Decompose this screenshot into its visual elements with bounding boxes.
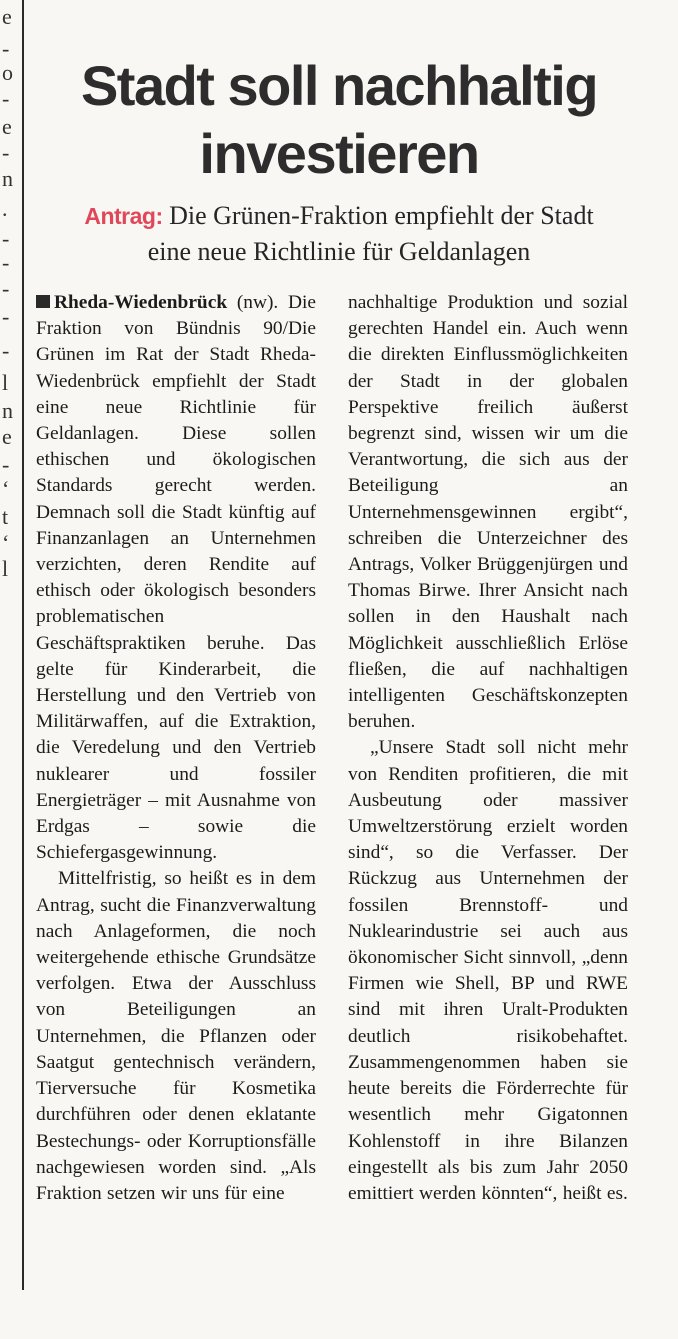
subheadline-line-2: eine neue Richtlinie für Geldanlagen bbox=[147, 237, 531, 266]
kicker-label: Antrag: bbox=[84, 203, 163, 229]
headline-line-1: Stadt soll nachhaltig bbox=[80, 54, 598, 117]
neighbor-column-fragment: e - o - e - n . - - - - - l n e - ‘ t ‘ l bbox=[2, 4, 13, 581]
dateline: Rheda-Wiedenbrück bbox=[54, 292, 228, 313]
article-column-right bbox=[348, 290, 628, 1207]
article-paragraph: nachhaltige Produktion und sozial gerechten Handel ein. Auch wenn die direkten Einflussmöglichkeiten der Stadt in der globalen Perspektive freilich äußerst begrenzt sind, wissen wir um die Verantwortung, die sich aus der Beteiligung an Unternehmensgewinnen ergibt“, schreiben die Unterzeichner des Antrags, Volker Brüggenjürgen und Thomas Birwe. Ihrer Ansicht nach sollen in den Haushalt nach Möglichkeit ausschließlich Erlöse fließen, die auf nachhaltigen intelligenten Geschäftskonzepten beruhen. bbox=[348, 292, 628, 733]
article-paragraph bbox=[36, 290, 316, 866]
subheadline-text-1: Die Grünen-Fraktion empfiehlt der Stadt bbox=[169, 201, 594, 230]
article-paragraph-text: Die Fraktion von Bündnis 90/Die Grünen im Rat der Stadt Rheda-Wiedenbrück empfiehlt der Stadt eine neue Richtlinie für Geldanlagen. Diese sollen ethischen und ökologischen Standards gerecht werden. Demnach soll die Stadt künftig auf Finanzanlagen an Unternehmen verzichten, deren Rendite auf ethisch oder ökologisch besonders problematischen Geschäftspraktiken beruhe. Das gelte für Kinderarbeit, die Herstellung und den Vertrieb von Militärwaffen, auf die Extraktion, die Veredelung und den Vertrieb nuklearer und fossiler Energieträger – mit Ausnahme von Erdgas – sowie die Schiefergasgewinnung. bbox=[36, 292, 316, 864]
subheadline-line-1 bbox=[30, 198, 648, 234]
dateline-square-icon bbox=[36, 295, 50, 308]
source-tag: (nw). bbox=[236, 292, 279, 313]
article-paragraph: „Unsere Stadt soll nicht mehr von Renditen profitieren, die mit Ausbeutung oder massiver Umweltzerstörung erzielt worden sind“, so die Verfasser. Der Rückzug aus Unternehmen der fossilen Brennstoff- und Nuklearindustrie sei auch aus ökonomischer Sicht sinnvoll, „denn Firmen wie Shell, BP und RWE sind mit ihren Uralt-Produkten deutlich risikobehaftet. Zusammengenommen haben sie heute bereits die Förderrechte für wesentlich mehr Gigatonnen Kohlenstoff in ihre Bilanzen eingestellt als bis zum Jahr 2050 emittiert werden könnten“, heißt es. bbox=[348, 737, 628, 1204]
article-column-left bbox=[36, 290, 316, 1207]
headline bbox=[30, 52, 648, 188]
headline-line-2: investieren bbox=[199, 122, 479, 185]
article-paragraph: Mittelfristig, so heißt es in dem Antrag, sucht die Finanzverwaltung nach Anlageformen, die noch weitergehende ethische Grundsätze verfolgen. Etwa der Ausschluss von Beteiligungen an Unternehmen, die Pflanzen oder Saatgut gentechnisch verändern, Tierversuche für Kosmetika durchführen oder denen eklatante Bestechungs- oder Korruptionsfälle nachgewiesen worden sind. „Als Fraktion setzen wir uns für eine bbox=[36, 868, 316, 1204]
subheadline bbox=[30, 198, 648, 270]
column-rule bbox=[22, 0, 24, 1290]
